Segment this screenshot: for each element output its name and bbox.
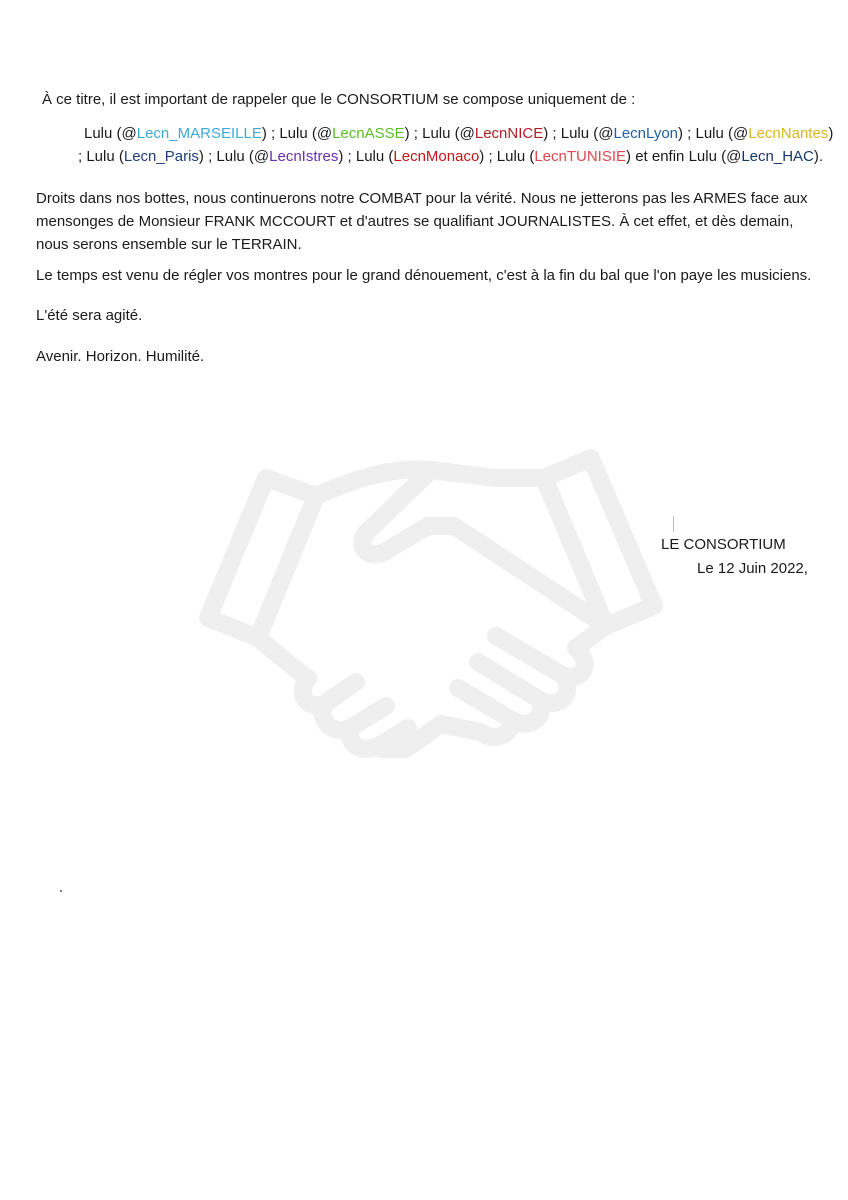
member-prefix: Lulu (	[355, 148, 394, 165]
member-prefix: Lulu (@	[216, 148, 270, 165]
intro-text: À ce titre, il est important de rappeler que le CONSORTIUM se compose uniquement de :	[42, 91, 636, 108]
paragraph-motto: Avenir. Horizon. Humilité.	[36, 348, 205, 365]
signature: LE CONSORTIUM	[661, 536, 786, 553]
member-prefix: Lulu (@	[279, 125, 333, 142]
text-cursor-mark	[673, 516, 674, 532]
member-suffix: ).	[813, 148, 824, 165]
member-prefix: Lulu (@	[422, 125, 475, 142]
paragraph-montres: Le temps est venu de régler vos montres pour le grand dénouement, c'est à la fin du bal que l'on paye les musiciens.	[36, 267, 812, 284]
member-handle: LecnIstres	[269, 148, 339, 165]
stray-dot	[60, 890, 62, 892]
member-handle: Lecn_HAC	[741, 148, 814, 165]
member-suffix: ) ;	[338, 148, 356, 165]
member-handle: LecnASSE	[332, 125, 405, 142]
member-prefix: Lulu (@	[84, 125, 137, 142]
member-suffix: ) ;	[198, 148, 217, 165]
member-handle: LecnTUNISIE	[534, 148, 627, 165]
member-suffix: ) ;	[678, 125, 696, 142]
member-prefix: Lulu (@	[695, 125, 749, 142]
member-suffix: ) et enfin	[626, 148, 689, 165]
member-prefix: Lulu (@	[688, 148, 742, 165]
member-prefix: ; Lulu (	[78, 148, 124, 165]
member-handle: LecnNantes	[748, 125, 829, 142]
member-prefix: Lulu (	[496, 148, 535, 165]
member-suffix: ) ;	[261, 125, 280, 142]
paragraph-combat: Droits dans nos bottes, nous continuerons notre COMBAT pour la vérité. Nous ne jetterons pas les ARMES face aux mensonges de Monsieur FRANK MCCOURT et d'autres se qualifiant JOURNALISTES. À cet effet, et dès demain, nous serons ensemble sur le TERRAIN.	[36, 190, 808, 253]
member-handle: LecnLyon	[613, 125, 678, 142]
member-prefix: Lulu (@	[560, 125, 614, 142]
signature-date: Le 12 Juin 2022,	[697, 560, 808, 577]
member-suffix: ) ;	[404, 125, 423, 142]
member-handle: Lecn_Paris	[123, 148, 199, 165]
member-handle: Lecn_MARSEILLE	[136, 125, 262, 142]
member-suffix: ) ;	[543, 125, 561, 142]
member-handle: LecnNICE	[474, 125, 544, 142]
members-line-1	[84, 122, 833, 145]
members-line-2	[78, 145, 823, 168]
member-suffix: )	[828, 125, 834, 142]
handshake-icon	[196, 448, 666, 758]
member-suffix: ) ;	[479, 148, 497, 165]
member-handle: LecnMonaco	[393, 148, 480, 165]
paragraph-ete: L'été sera agité.	[36, 307, 143, 324]
